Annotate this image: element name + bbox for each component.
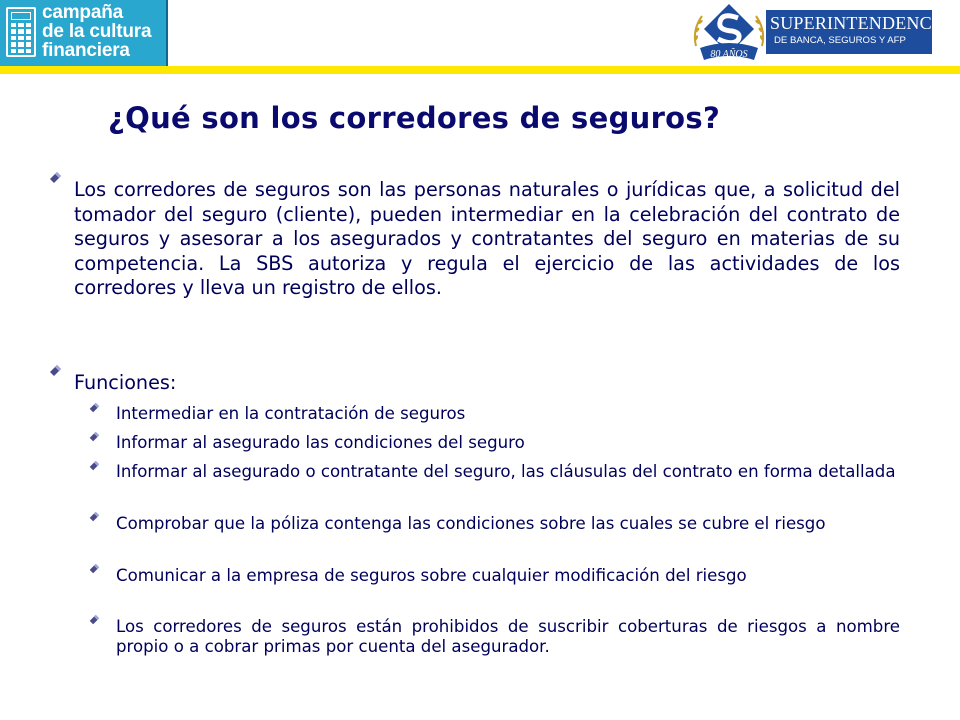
diamond-bullet-icon <box>88 431 100 443</box>
org-name: SUPERINTENDENCIA <box>770 13 952 33</box>
function-item-3: Informar al asegurado o contratante del seguro, las cláusulas del contrato en forma detallada <box>116 462 896 481</box>
diamond-bullet-icon <box>88 402 100 414</box>
campaign-line-3: financiera <box>42 40 130 61</box>
org-subtitle: DE BANCA, SEGUROS Y AFP <box>774 35 906 46</box>
campaign-line-1: campaña <box>42 2 123 23</box>
slide-title: ¿Qué son los corredores de seguros? <box>108 101 721 135</box>
diamond-bullet-icon <box>88 460 100 472</box>
function-item-4: Comprobar que la póliza contenga las condiciones sobre las cuales se cubre el riesgo <box>116 514 826 533</box>
function-item-1: Intermediar en la contratación de seguros <box>116 404 466 423</box>
diamond-bullet-icon <box>88 563 100 575</box>
function-item-6: Los corredores de seguros están prohibidos de suscribir coberturas de riesgos a nombre propio o a cobrar primas por cuenta del asegurador. <box>116 617 900 657</box>
functions-label: Funciones: <box>74 371 177 394</box>
campaign-line-2: de la cultura <box>42 21 152 42</box>
diamond-bullet-icon <box>48 364 62 378</box>
intro-paragraph: Los corredores de seguros son las personas naturales o jurídicas que, a solicitud del tomador del seguro (cliente), pueden intermediar en la celebración del contrato de seguros y asesorar a los asegurados y contratantes del seguro en materias de su competencia. La SBS autoriza y regula el ejercicio de las actividades de los corredores y lleva un registro de ellos. <box>74 178 900 300</box>
diamond-bullet-icon <box>48 171 62 185</box>
anniversary-label: 80 AÑOS <box>710 49 748 60</box>
function-item-2: Informar al asegurado las condiciones del seguro <box>116 433 525 452</box>
diamond-bullet-icon <box>88 614 100 626</box>
function-item-5: Comunicar a la empresa de seguros sobre cualquier modificación del riesgo <box>116 566 747 585</box>
diamond-bullet-icon <box>88 511 100 523</box>
